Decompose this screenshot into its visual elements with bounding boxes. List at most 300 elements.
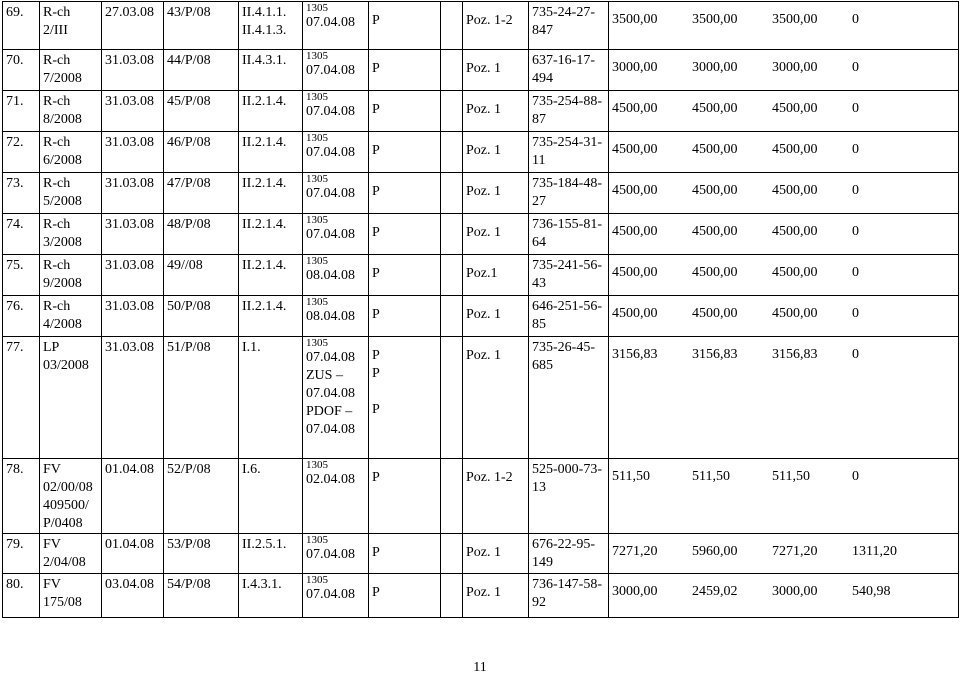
classification-cell [239, 459, 303, 534]
payment-date: 07.04.08 [306, 186, 355, 201]
document-number: 47/P/08 [167, 176, 211, 191]
entry-number: 71. [6, 94, 24, 109]
classification-cell [239, 132, 303, 173]
entry-number-cell [3, 255, 40, 296]
document-cell [40, 132, 102, 173]
date-cell [102, 459, 164, 534]
entry-number: 76. [6, 299, 24, 314]
table-row [3, 214, 959, 255]
account-cell [529, 2, 609, 50]
document-ref: R-ch [43, 53, 71, 68]
document-number: 49//08 [167, 258, 203, 273]
p-mark: P [372, 184, 380, 199]
account-code: 1305 [306, 91, 328, 103]
document-number: 48/P/08 [167, 217, 211, 232]
spacer-cell [441, 574, 463, 618]
p-cell [369, 214, 441, 255]
account-number: 43 [532, 276, 546, 291]
table-row [3, 173, 959, 214]
classification: II.2.5.1. [242, 537, 287, 552]
entry-number-cell [3, 50, 40, 91]
payment-cell [303, 459, 369, 534]
account-number: 92 [532, 595, 546, 610]
account-number: 847 [532, 23, 553, 38]
account-code: 1305 [306, 459, 328, 471]
document-ref: 8/2008 [43, 112, 82, 127]
document-cell [40, 337, 102, 459]
document-date: 31.03.08 [105, 217, 154, 232]
spacer-cell [441, 91, 463, 132]
amount-a1: 3500,00 [612, 12, 658, 27]
number-cell [164, 574, 239, 618]
document-cell [40, 50, 102, 91]
document-date: 31.03.08 [105, 258, 154, 273]
table-row [3, 91, 959, 132]
p-cell [369, 337, 441, 459]
payment-date: 07.04.08 [306, 63, 355, 78]
p-cell [369, 534, 441, 574]
number-cell [164, 132, 239, 173]
amount-a3: 4500,00 [772, 224, 818, 239]
amount-a3: 4500,00 [772, 101, 818, 116]
amount-a4: 0 [852, 306, 859, 321]
amount-a1: 4500,00 [612, 265, 658, 280]
entry-number-cell [3, 173, 40, 214]
account-code: 1305 [306, 574, 328, 586]
document-ref: 3/2008 [43, 235, 82, 250]
table-row [3, 50, 959, 91]
classification-cell [239, 91, 303, 132]
account-number: 85 [532, 317, 546, 332]
p-mark: P [372, 225, 380, 240]
amounts-cell [609, 91, 959, 132]
document-date: 01.04.08 [105, 462, 154, 477]
document-ref: R-ch [43, 176, 71, 191]
entry-number-cell [3, 214, 40, 255]
register-table [2, 1, 959, 618]
payment-cell [303, 574, 369, 618]
amounts-cell [609, 2, 959, 50]
payment-date: 07.04.08 [306, 587, 355, 602]
amount-a2: 4500,00 [692, 183, 738, 198]
payment-cell [303, 255, 369, 296]
document-ref: 9/2008 [43, 276, 82, 291]
document-date: 31.03.08 [105, 299, 154, 314]
account-number: 735-254-31- [532, 135, 602, 150]
entry-number-cell [3, 534, 40, 574]
document-number: 44/P/08 [167, 53, 211, 68]
document-date: 31.03.08 [105, 53, 154, 68]
p-cell [369, 132, 441, 173]
spacer-cell [441, 296, 463, 337]
account-number: 735-184-48- [532, 176, 602, 191]
amount-a4: 540,98 [852, 584, 891, 599]
date-cell [102, 173, 164, 214]
payment-date: 07.04.08 [306, 15, 355, 30]
classification-cell [239, 173, 303, 214]
amount-a4: 0 [852, 12, 859, 27]
amount-a3: 3000,00 [772, 60, 818, 75]
payment-date: 08.04.08 [306, 309, 355, 324]
spacer-cell [441, 132, 463, 173]
document-number: 50/P/08 [167, 299, 211, 314]
table-row [3, 459, 959, 534]
spacer-cell [441, 534, 463, 574]
document-number: 43/P/08 [167, 5, 211, 20]
payment-cell [303, 173, 369, 214]
account-number: 735-26-45- [532, 340, 595, 355]
account-cell [529, 534, 609, 574]
account-number: 494 [532, 71, 553, 86]
amount-a2: 4500,00 [692, 265, 738, 280]
amount-a1: 3000,00 [612, 584, 658, 599]
entry-number: 78. [6, 462, 24, 477]
amount-a2: 4500,00 [692, 142, 738, 157]
account-cell [529, 91, 609, 132]
p-cell [369, 50, 441, 91]
position: Poz.1 [466, 266, 498, 281]
position: Poz. 1 [466, 102, 501, 117]
payment-cell [303, 534, 369, 574]
number-cell [164, 337, 239, 459]
account-cell [529, 296, 609, 337]
amount-a4: 0 [852, 265, 859, 280]
account-number: 735-24-27- [532, 5, 595, 20]
account-code: 1305 [306, 173, 328, 185]
date-cell [102, 214, 164, 255]
entry-number: 73. [6, 176, 24, 191]
entry-number: 72. [6, 135, 24, 150]
amount-a1: 511,50 [612, 469, 650, 484]
document-date: 31.03.08 [105, 176, 154, 191]
poz-cell [463, 574, 529, 618]
account-number: 736-147-58- [532, 577, 602, 592]
classification: II.2.1.4. [242, 258, 287, 273]
amount-a4: 0 [852, 101, 859, 116]
p-cell [369, 173, 441, 214]
document-ref: 7/2008 [43, 71, 82, 86]
amount-a1: 4500,00 [612, 101, 658, 116]
payment-date: 08.04.08 [306, 268, 355, 283]
account-code: 1305 [306, 296, 328, 308]
page-number: 11 [473, 660, 487, 675]
entry-number-cell [3, 132, 40, 173]
payment-cell [303, 214, 369, 255]
classification-cell [239, 2, 303, 50]
classification: II.4.1.3. [242, 23, 287, 38]
classification: I.6. [242, 462, 261, 477]
p-cell [369, 574, 441, 618]
amount-a2: 511,50 [692, 469, 730, 484]
document-ref: R-ch [43, 94, 71, 109]
date-cell [102, 296, 164, 337]
amount-a2: 5960,00 [692, 544, 738, 559]
document-ref: 175/08 [43, 595, 82, 610]
document-number: 45/P/08 [167, 94, 211, 109]
register-rows [3, 2, 959, 618]
table-row [3, 534, 959, 574]
p-mark: P [372, 13, 380, 28]
account-cell [529, 132, 609, 173]
payment-date: ZUS – [306, 368, 343, 383]
account-number: 736-155-81- [532, 217, 602, 232]
p-mark: P [372, 307, 380, 322]
payment-date: 02.04.08 [306, 472, 355, 487]
document-date: 31.03.08 [105, 340, 154, 355]
p-mark [372, 419, 438, 437]
document-ref: LP [43, 340, 60, 355]
classification: I.4.3.1. [242, 577, 282, 592]
poz-cell [463, 91, 529, 132]
account-number: 735-241-56- [532, 258, 602, 273]
entry-number: 80. [6, 577, 24, 592]
amount-a4: 0 [852, 224, 859, 239]
p-mark: P [372, 348, 380, 363]
number-cell [164, 296, 239, 337]
spacer-cell [441, 2, 463, 50]
date-cell [102, 132, 164, 173]
classification-cell [239, 255, 303, 296]
amount-a4: 0 [852, 183, 859, 198]
document-ref: R-ch [43, 5, 71, 20]
amount-a4: 0 [852, 142, 859, 157]
classification: II.4.1.1. [242, 5, 287, 20]
document-date: 27.03.08 [105, 5, 154, 20]
document-ref: 5/2008 [43, 194, 82, 209]
document-cell [40, 173, 102, 214]
amounts-cell [609, 534, 959, 574]
document-date: 31.03.08 [105, 94, 154, 109]
position: Poz. 1 [466, 143, 501, 158]
amount-a2: 3156,83 [692, 347, 738, 362]
date-cell [102, 337, 164, 459]
amounts-cell [609, 214, 959, 255]
entry-number: 77. [6, 340, 24, 355]
p-mark: P [372, 102, 380, 117]
table-row [3, 255, 959, 296]
spacer-cell [441, 337, 463, 459]
poz-cell [463, 132, 529, 173]
amounts-cell [609, 132, 959, 173]
account-number: 525-000-73- [532, 462, 602, 477]
entry-number: 75. [6, 258, 24, 273]
classification: II.2.1.4. [242, 217, 287, 232]
date-cell [102, 50, 164, 91]
p-mark: P [372, 470, 380, 485]
account-code: 1305 [306, 214, 328, 226]
account-code: 1305 [306, 337, 328, 349]
amounts-cell [609, 574, 959, 618]
spacer-cell [441, 50, 463, 91]
amount-a3: 3156,83 [772, 347, 818, 362]
document-cell [40, 255, 102, 296]
account-number: 676-22-95- [532, 537, 595, 552]
number-cell [164, 2, 239, 50]
account-cell [529, 173, 609, 214]
account-number: 637-16-17- [532, 53, 595, 68]
amount-a1: 4500,00 [612, 306, 658, 321]
p-cell [369, 91, 441, 132]
document-cell [40, 459, 102, 534]
amount-a3: 4500,00 [772, 142, 818, 157]
date-cell [102, 91, 164, 132]
poz-cell [463, 2, 529, 50]
account-cell [529, 337, 609, 459]
entry-number-cell [3, 574, 40, 618]
table-row [3, 574, 959, 618]
classification-cell [239, 296, 303, 337]
document-cell [40, 296, 102, 337]
document-date: 03.04.08 [105, 577, 154, 592]
position: Poz. 1 [466, 348, 501, 363]
amount-a2: 4500,00 [692, 224, 738, 239]
classification: II.2.1.4. [242, 94, 287, 109]
document-cell [40, 534, 102, 574]
document-ref: R-ch [43, 135, 71, 150]
entry-number: 74. [6, 217, 24, 232]
p-mark: P [372, 545, 380, 560]
payment-cell [303, 337, 369, 459]
entry-number-cell [3, 459, 40, 534]
p-mark [372, 383, 438, 401]
document-cell [40, 2, 102, 50]
amount-a4: 0 [852, 469, 859, 484]
account-cell [529, 574, 609, 618]
account-number: 149 [532, 555, 553, 570]
amount-a2: 3000,00 [692, 60, 738, 75]
classification: II.2.1.4. [242, 299, 287, 314]
p-cell [369, 459, 441, 534]
p-mark: P [372, 61, 380, 76]
classification: II.2.1.4. [242, 135, 287, 150]
amount-a4: 1311,20 [852, 544, 897, 559]
number-cell [164, 50, 239, 91]
document-number: 54/P/08 [167, 577, 211, 592]
p-mark: P [372, 366, 380, 381]
account-code: 1305 [306, 534, 328, 546]
p-mark: P [372, 585, 380, 600]
table-row [3, 296, 959, 337]
document-cell [40, 91, 102, 132]
amounts-cell [609, 50, 959, 91]
spacer-cell [441, 255, 463, 296]
amount-a3: 511,50 [772, 469, 810, 484]
payment-cell [303, 296, 369, 337]
entry-number: 69. [6, 5, 24, 20]
amount-a4: 0 [852, 347, 859, 362]
entry-number-cell [3, 296, 40, 337]
document-ref: 02/00/08 [43, 480, 93, 495]
poz-cell [463, 255, 529, 296]
poz-cell [463, 50, 529, 91]
payment-date: 07.04.08 [306, 227, 355, 242]
account-cell [529, 50, 609, 91]
poz-cell [463, 173, 529, 214]
amount-a1: 4500,00 [612, 183, 658, 198]
account-number: 646-251-56- [532, 299, 602, 314]
number-cell [164, 534, 239, 574]
classification-cell [239, 214, 303, 255]
document-cell [40, 214, 102, 255]
amounts-cell [609, 255, 959, 296]
entry-number: 79. [6, 537, 24, 552]
document-ref: FV [43, 537, 61, 552]
payment-cell [303, 50, 369, 91]
amount-a3: 4500,00 [772, 183, 818, 198]
account-number: 11 [532, 153, 546, 168]
table-row [3, 337, 959, 459]
position: Poz. 1 [466, 545, 501, 560]
account-code: 1305 [306, 255, 328, 267]
document-ref: R-ch [43, 299, 71, 314]
payment-date: 07.04.08 [306, 145, 355, 160]
document-number: 51/P/08 [167, 340, 211, 355]
account-code: 1305 [306, 50, 328, 62]
document-ref: 409500/ [43, 498, 89, 513]
date-cell [102, 255, 164, 296]
amount-a3: 3500,00 [772, 12, 818, 27]
document-ref: FV [43, 462, 61, 477]
amount-a2: 3500,00 [692, 12, 738, 27]
payment-date: PDOF – [306, 404, 353, 419]
entry-number-cell [3, 91, 40, 132]
entry-number: 70. [6, 53, 24, 68]
number-cell [164, 459, 239, 534]
payment-cell [303, 2, 369, 50]
document-date: 31.03.08 [105, 135, 154, 150]
document-ref: FV [43, 577, 61, 592]
document-ref: P/0408 [43, 516, 83, 531]
number-cell [164, 214, 239, 255]
amount-a3: 7271,20 [772, 544, 818, 559]
p-mark: P [372, 266, 380, 281]
amount-a4: 0 [852, 60, 859, 75]
amount-a1: 4500,00 [612, 142, 658, 157]
amount-a2: 4500,00 [692, 306, 738, 321]
spacer-cell [441, 214, 463, 255]
p-cell [369, 2, 441, 50]
p-mark: P [372, 402, 380, 417]
date-cell [102, 534, 164, 574]
account-number: 64 [532, 235, 546, 250]
date-cell [102, 574, 164, 618]
account-cell [529, 214, 609, 255]
spacer-cell [441, 173, 463, 214]
amount-a1: 4500,00 [612, 224, 658, 239]
document-cell [40, 574, 102, 618]
classification-cell [239, 337, 303, 459]
document-ref: R-ch [43, 258, 71, 273]
poz-cell [463, 534, 529, 574]
account-code: 1305 [306, 2, 328, 14]
poz-cell [463, 296, 529, 337]
amount-a3: 4500,00 [772, 306, 818, 321]
payment-cell [303, 132, 369, 173]
position: Poz. 1 [466, 61, 501, 76]
account-number: 27 [532, 194, 546, 209]
amount-a3: 3000,00 [772, 584, 818, 599]
account-cell [529, 255, 609, 296]
document-ref: 2/04/08 [43, 555, 86, 570]
payment-date: 07.04.08 [306, 104, 355, 119]
number-cell [164, 91, 239, 132]
classification: I.1. [242, 340, 261, 355]
account-number: 87 [532, 112, 546, 127]
number-cell [164, 173, 239, 214]
amounts-cell [609, 296, 959, 337]
p-cell [369, 296, 441, 337]
spacer-cell [441, 459, 463, 534]
